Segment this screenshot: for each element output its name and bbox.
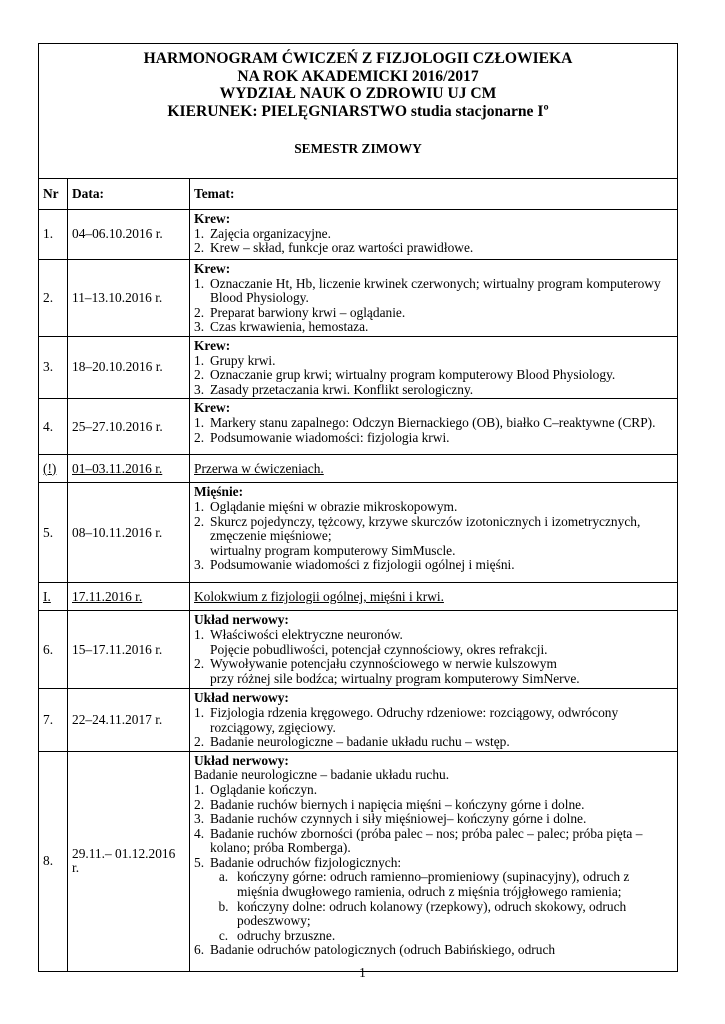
item-number: 3. (194, 557, 205, 573)
row-number: 2. (39, 260, 68, 337)
column-topic: Temat: (190, 179, 678, 210)
item-number: b. (218, 898, 229, 914)
topic-category: Krew: (194, 261, 231, 276)
item-number: 3. (194, 319, 205, 335)
item-text: wirtualny program komputerowy SimMuscle. (210, 542, 456, 558)
item-text: Oglądanie mięśni w obrazie mikroskopowym. (210, 498, 458, 514)
topic-category: Układ nerwowy: (194, 752, 289, 768)
item-number: 2. (194, 304, 205, 320)
topic-intro: Badanie neurologiczne – badanie układu ruchu. (194, 767, 450, 783)
column-nr: Nr (39, 179, 68, 210)
list-item (194, 558, 673, 573)
item-number: 3. (194, 811, 205, 827)
item-text: Badanie ruchów czynnych i siły mięśniowej– kończyny górne i dolne. (210, 811, 587, 827)
item-text: przy różnej sile bodźca; wirtualny program komputerowy SimNerve. (210, 670, 580, 686)
row-date: 11–13.10.2016 r. (68, 260, 190, 337)
item-text: Fizjologia rdzenia kręgowego. Odruchy rdzeniowe: rozciągowy, odwrócony rozciągowy, zgięciowy. (210, 704, 619, 735)
item-number: a. (218, 869, 229, 885)
list-item (194, 383, 673, 398)
item-text: Krew – skład, funkcje oraz wartości prawidłowe. (210, 240, 474, 256)
document-page (38, 43, 678, 972)
column-date: Data: (68, 179, 190, 210)
list-item (194, 812, 673, 827)
item-text: kończyny górne: odruch ramienno–promieniowy (supinacyjny), odruch z mięśnia dwugłowego ramienia, odruch z mięśnia trójgłowego ramienia; (237, 869, 630, 900)
row-number: 6. (39, 611, 68, 689)
item-number: 2. (194, 513, 205, 529)
list-item (194, 500, 673, 515)
table-row (39, 210, 678, 260)
item-number: 2. (194, 240, 205, 256)
table-row (39, 455, 678, 483)
row-topic (190, 260, 678, 337)
row-topic (190, 483, 678, 583)
table-row (39, 751, 678, 971)
row-topic (190, 399, 678, 455)
row-date: 22–24.11.2017 r. (68, 689, 190, 751)
list-item (194, 544, 673, 559)
sub-list-item (194, 900, 673, 929)
item-number: 1. (194, 781, 205, 797)
item-number: 2. (194, 656, 205, 672)
title-line-3: WYDZIAŁ NAUK O ZDROWIU UJ CM (219, 85, 497, 102)
row-number: 4. (39, 399, 68, 455)
page-number: 1 (359, 965, 366, 980)
row-topic (190, 611, 678, 689)
item-text: Pojęcie pobudliwości, potencjał czynnościowy, okres refrakcji. (210, 641, 548, 657)
row-number: 7. (39, 689, 68, 751)
item-number: 1. (194, 352, 205, 368)
list-item (194, 798, 673, 813)
row-date: 04–06.10.2016 r. (68, 210, 190, 260)
item-text: Właściwości elektryczne neuronów. (210, 626, 403, 642)
column-header-row (39, 179, 678, 210)
topic-category: Krew: (194, 211, 231, 226)
item-number (194, 544, 210, 559)
item-text: Badanie ruchów biernych i napięcia mięśni – kończyny górne i dolne. (210, 796, 585, 812)
list-item (194, 657, 673, 672)
list-item (194, 320, 673, 335)
list-item (194, 431, 673, 446)
list-item (194, 306, 673, 321)
row-number: (!) (39, 455, 68, 483)
item-text: Badanie ruchów zborności (próba palec – nos; próba palec – palec; próba pięta – kolano; próba Romberga). (210, 825, 643, 856)
list-item (194, 241, 673, 256)
sub-list-item (194, 870, 673, 899)
item-text: Markery stanu zapalnego: Odczyn Biernackiego (OB), białko C–reaktywne (CRP). (210, 414, 656, 430)
item-number: 3. (194, 381, 205, 397)
list-item (194, 856, 673, 871)
list-item (194, 416, 673, 431)
list-item (194, 354, 673, 369)
title-line-4: KIERUNEK: PIELĘGNIARSTWO studia stacjonarne Iº (167, 102, 549, 120)
row-topic (190, 210, 678, 260)
list-item (194, 943, 673, 958)
item-number: c. (218, 927, 229, 943)
table-row (39, 689, 678, 751)
list-item (194, 827, 673, 856)
item-text: Czas krwawienia, hemostaza. (210, 319, 369, 335)
item-text: Podsumowanie wiadomości: fizjologia krwi. (210, 429, 450, 445)
item-number: 1. (194, 704, 205, 720)
row-date: 15–17.11.2016 r. (68, 611, 190, 689)
item-number: 1. (194, 275, 205, 291)
row-number: 5. (39, 483, 68, 583)
item-number: 2. (194, 796, 205, 812)
item-number: 4. (194, 825, 205, 841)
row-number: I. (39, 583, 68, 611)
item-text: Podsumowanie wiadomości z fizjologii ogólnej i mięśni. (210, 557, 515, 573)
item-number (194, 643, 210, 658)
title-line-1: HARMONOGRAM ĆWICZEŃ Z FIZJOLOGII CZŁOWIEKA (143, 50, 573, 67)
row-number: 1. (39, 210, 68, 260)
item-text: kończyny dolne: odruch kolanowy (rzepkowy), odruch skokowy, odruch podeszwowy; (237, 898, 627, 929)
topic-category: Mięśnie: (194, 484, 244, 500)
topic-category: Układ nerwowy: (194, 690, 289, 706)
item-number: 5. (194, 854, 205, 870)
item-number: 1. (194, 626, 205, 642)
item-number: 2. (194, 367, 205, 383)
topic-category: Krew: (194, 337, 231, 353)
row-date: 29.11.– 01.12.2016 r. (68, 751, 190, 971)
item-number: 6. (194, 942, 205, 958)
topic-category: Układ nerwowy: (194, 612, 289, 628)
list-item (194, 277, 673, 306)
item-number: 1. (194, 498, 205, 514)
item-text: Skurcz pojedynczy, tężcowy, krzywe skurczów izotonicznych i izometrycznych, zmęczenie mięśniowe; (210, 513, 641, 544)
table-row (39, 483, 678, 583)
row-note: Przerwa w ćwiczeniach. (194, 461, 324, 477)
table-row (39, 260, 678, 337)
table-row (39, 583, 678, 611)
list-item (194, 628, 673, 643)
semester-label: SEMESTR ZIMOWY (294, 141, 422, 156)
row-date: 01–03.11.2016 r. (68, 455, 190, 483)
row-date: 18–20.10.2016 r. (68, 336, 190, 398)
row-topic (190, 751, 678, 971)
item-text: Oznaczanie Ht, Hb, liczenie krwinek czerwonych; wirtualny program komputerowy Blood Physiology. (210, 275, 661, 306)
item-text: Zajęcia organizacyjne. (210, 225, 331, 241)
table-row (39, 611, 678, 689)
sub-list-item (194, 929, 673, 944)
item-number: 1. (194, 225, 205, 241)
item-text: Oznaczanie grup krwi; wirtualny program komputerowy Blood Physiology. (210, 367, 616, 383)
row-topic (190, 336, 678, 398)
row-note: Kolokwium z fizjologii ogólnej, mięśni i krwi. (194, 589, 444, 605)
item-text: Badanie neurologiczne – badanie układu ruchu – wstęp. (210, 734, 510, 750)
item-number: 2. (194, 429, 205, 445)
item-text: odruchy brzuszne. (237, 927, 336, 943)
document-header (39, 44, 678, 179)
item-number: 2. (194, 734, 205, 750)
row-number: 8. (39, 751, 68, 971)
row-topic (190, 689, 678, 751)
list-item (194, 227, 673, 242)
schedule-table (38, 43, 678, 972)
item-text: Preparat barwiony krwi – oglądanie. (210, 304, 406, 320)
list-item (194, 643, 673, 658)
item-text: Grupy krwi. (210, 352, 276, 368)
row-topic (190, 583, 678, 611)
item-text: Badanie odruchów patologicznych (odruch Babińskiego, odruch (210, 942, 556, 958)
list-item (194, 735, 673, 750)
item-text: Wywoływanie potencjału czynnościowego w nerwie kulszowym (210, 656, 557, 672)
table-row (39, 336, 678, 398)
item-number (194, 672, 210, 687)
row-number: 3. (39, 336, 68, 398)
item-text: Badanie odruchów fizjologicznych: (210, 854, 402, 870)
row-date: 08–10.11.2016 r. (68, 483, 190, 583)
list-item (194, 672, 673, 687)
title-line-2: NA ROK AKADEMICKI 2016/2017 (237, 67, 479, 85)
list-item (194, 706, 673, 735)
row-date: 17.11.2016 r. (68, 583, 190, 611)
list-item (194, 368, 673, 383)
list-item (194, 515, 673, 544)
topic-category: Krew: (194, 400, 231, 416)
item-text: Zasady przetaczania krwi. Konflikt serologiczny. (210, 381, 474, 397)
row-date: 25–27.10.2016 r. (68, 399, 190, 455)
item-number: 1. (194, 414, 205, 430)
list-item (194, 783, 673, 798)
item-text: Oglądanie kończyn. (210, 781, 318, 797)
table-row (39, 399, 678, 455)
row-topic (190, 455, 678, 483)
